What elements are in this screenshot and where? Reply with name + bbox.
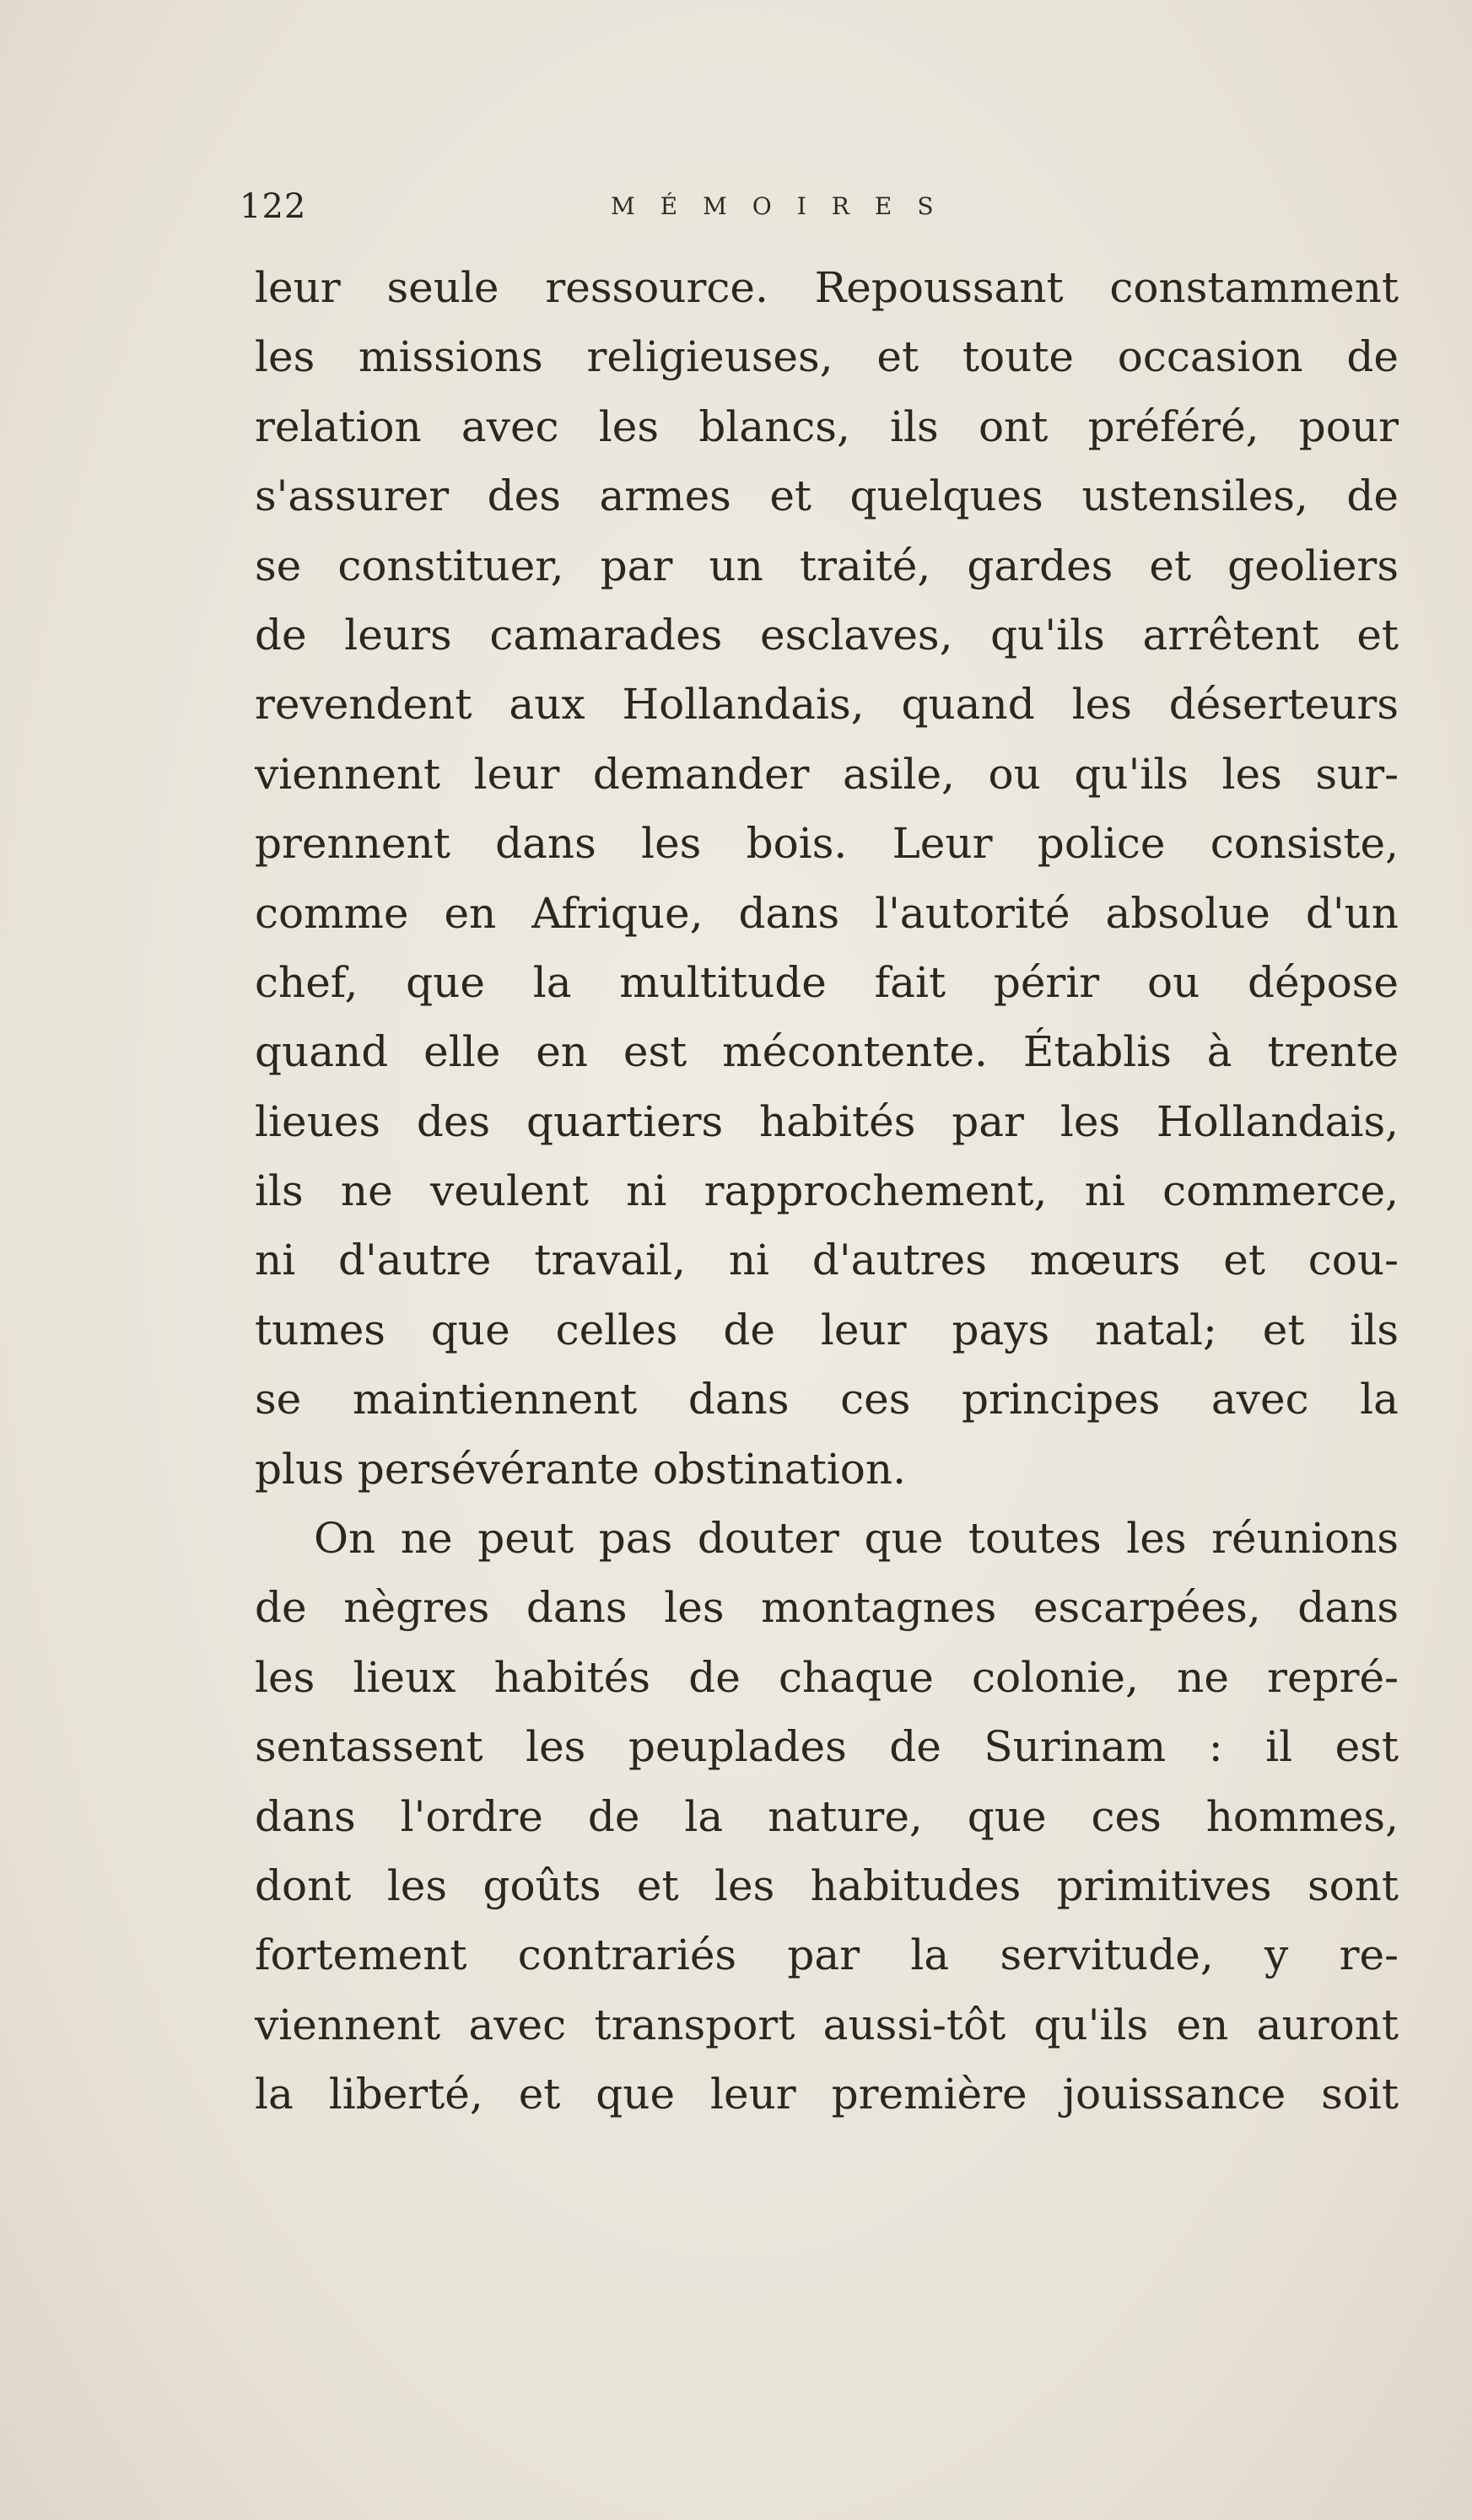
body-text [255, 253, 1399, 2130]
text-line: se constituer, par un traité, gardes et geoliers [255, 541, 1399, 590]
text-line: la liberté, et que leur première jouissance soit [255, 2070, 1399, 2119]
text-line: prennent dans les bois. Leur police consiste, [255, 819, 1399, 869]
text-line: lieues des quartiers habités par les Hollandais, [255, 1096, 1399, 1146]
page-number: 122 [240, 187, 307, 226]
text-line: dans l'ordre de la nature, que ces hommes, [255, 1791, 1399, 1841]
text-line: ils ne veulent ni rapprochement, ni commerce, [255, 1166, 1399, 1216]
text-line: chef, que la multitude fait périr ou dépose [255, 957, 1399, 1007]
text-line: quand elle en est mécontente. Établis à trente [255, 1027, 1399, 1077]
text-line: les missions religieuses, et toute occasion de [255, 332, 1399, 382]
text-line: relation avec les blancs, ils ont préféré, pour [255, 401, 1399, 451]
text-line: de nègres dans les montagnes escarpées, dans [255, 1583, 1399, 1633]
text-line: comme en Afrique, dans l'autorité absolue d'un [255, 888, 1399, 938]
paragraph [255, 253, 1399, 1504]
text-line: sentassent les peuplades de Surinam : il est [255, 1722, 1399, 1772]
text-line: viennent avec transport aussi-tôt qu'ils en auront [255, 2000, 1399, 2049]
text-line: ni d'autre travail, ni d'autres mœurs et cou- [255, 1236, 1399, 1285]
text-line: les lieux habités de chaque colonie, ne repré- [255, 1652, 1399, 1702]
running-title: MÉMOIRES [611, 192, 959, 220]
text-line: On ne peut pas douter que toutes les réunions [314, 1514, 1399, 1564]
text-line: de leurs camarades esclaves, qu'ils arrêtent et [255, 610, 1399, 660]
text-line: se maintiennent dans ces principes avec la [255, 1375, 1399, 1424]
text-line: dont les goûts et les habitudes primitives sont [255, 1860, 1399, 1910]
text-line: revendent aux Hollandais, quand les déserteurs [255, 680, 1399, 730]
text-line: fortement contrariés par la servitude, y re- [255, 1930, 1399, 1980]
paragraph [255, 1504, 1399, 2130]
text-line: viennent leur demander asile, ou qu'ils les sur- [255, 749, 1399, 799]
running-head [240, 187, 1421, 238]
text-line: leur seule ressource. Repoussant constamment [255, 263, 1399, 312]
text-line: s'assurer des armes et quelques ustensiles, de [255, 471, 1399, 521]
text-line: plus persévérante obstination. [255, 1444, 906, 1494]
text-line: tumes que celles de leur pays natal; et ils [255, 1305, 1399, 1354]
